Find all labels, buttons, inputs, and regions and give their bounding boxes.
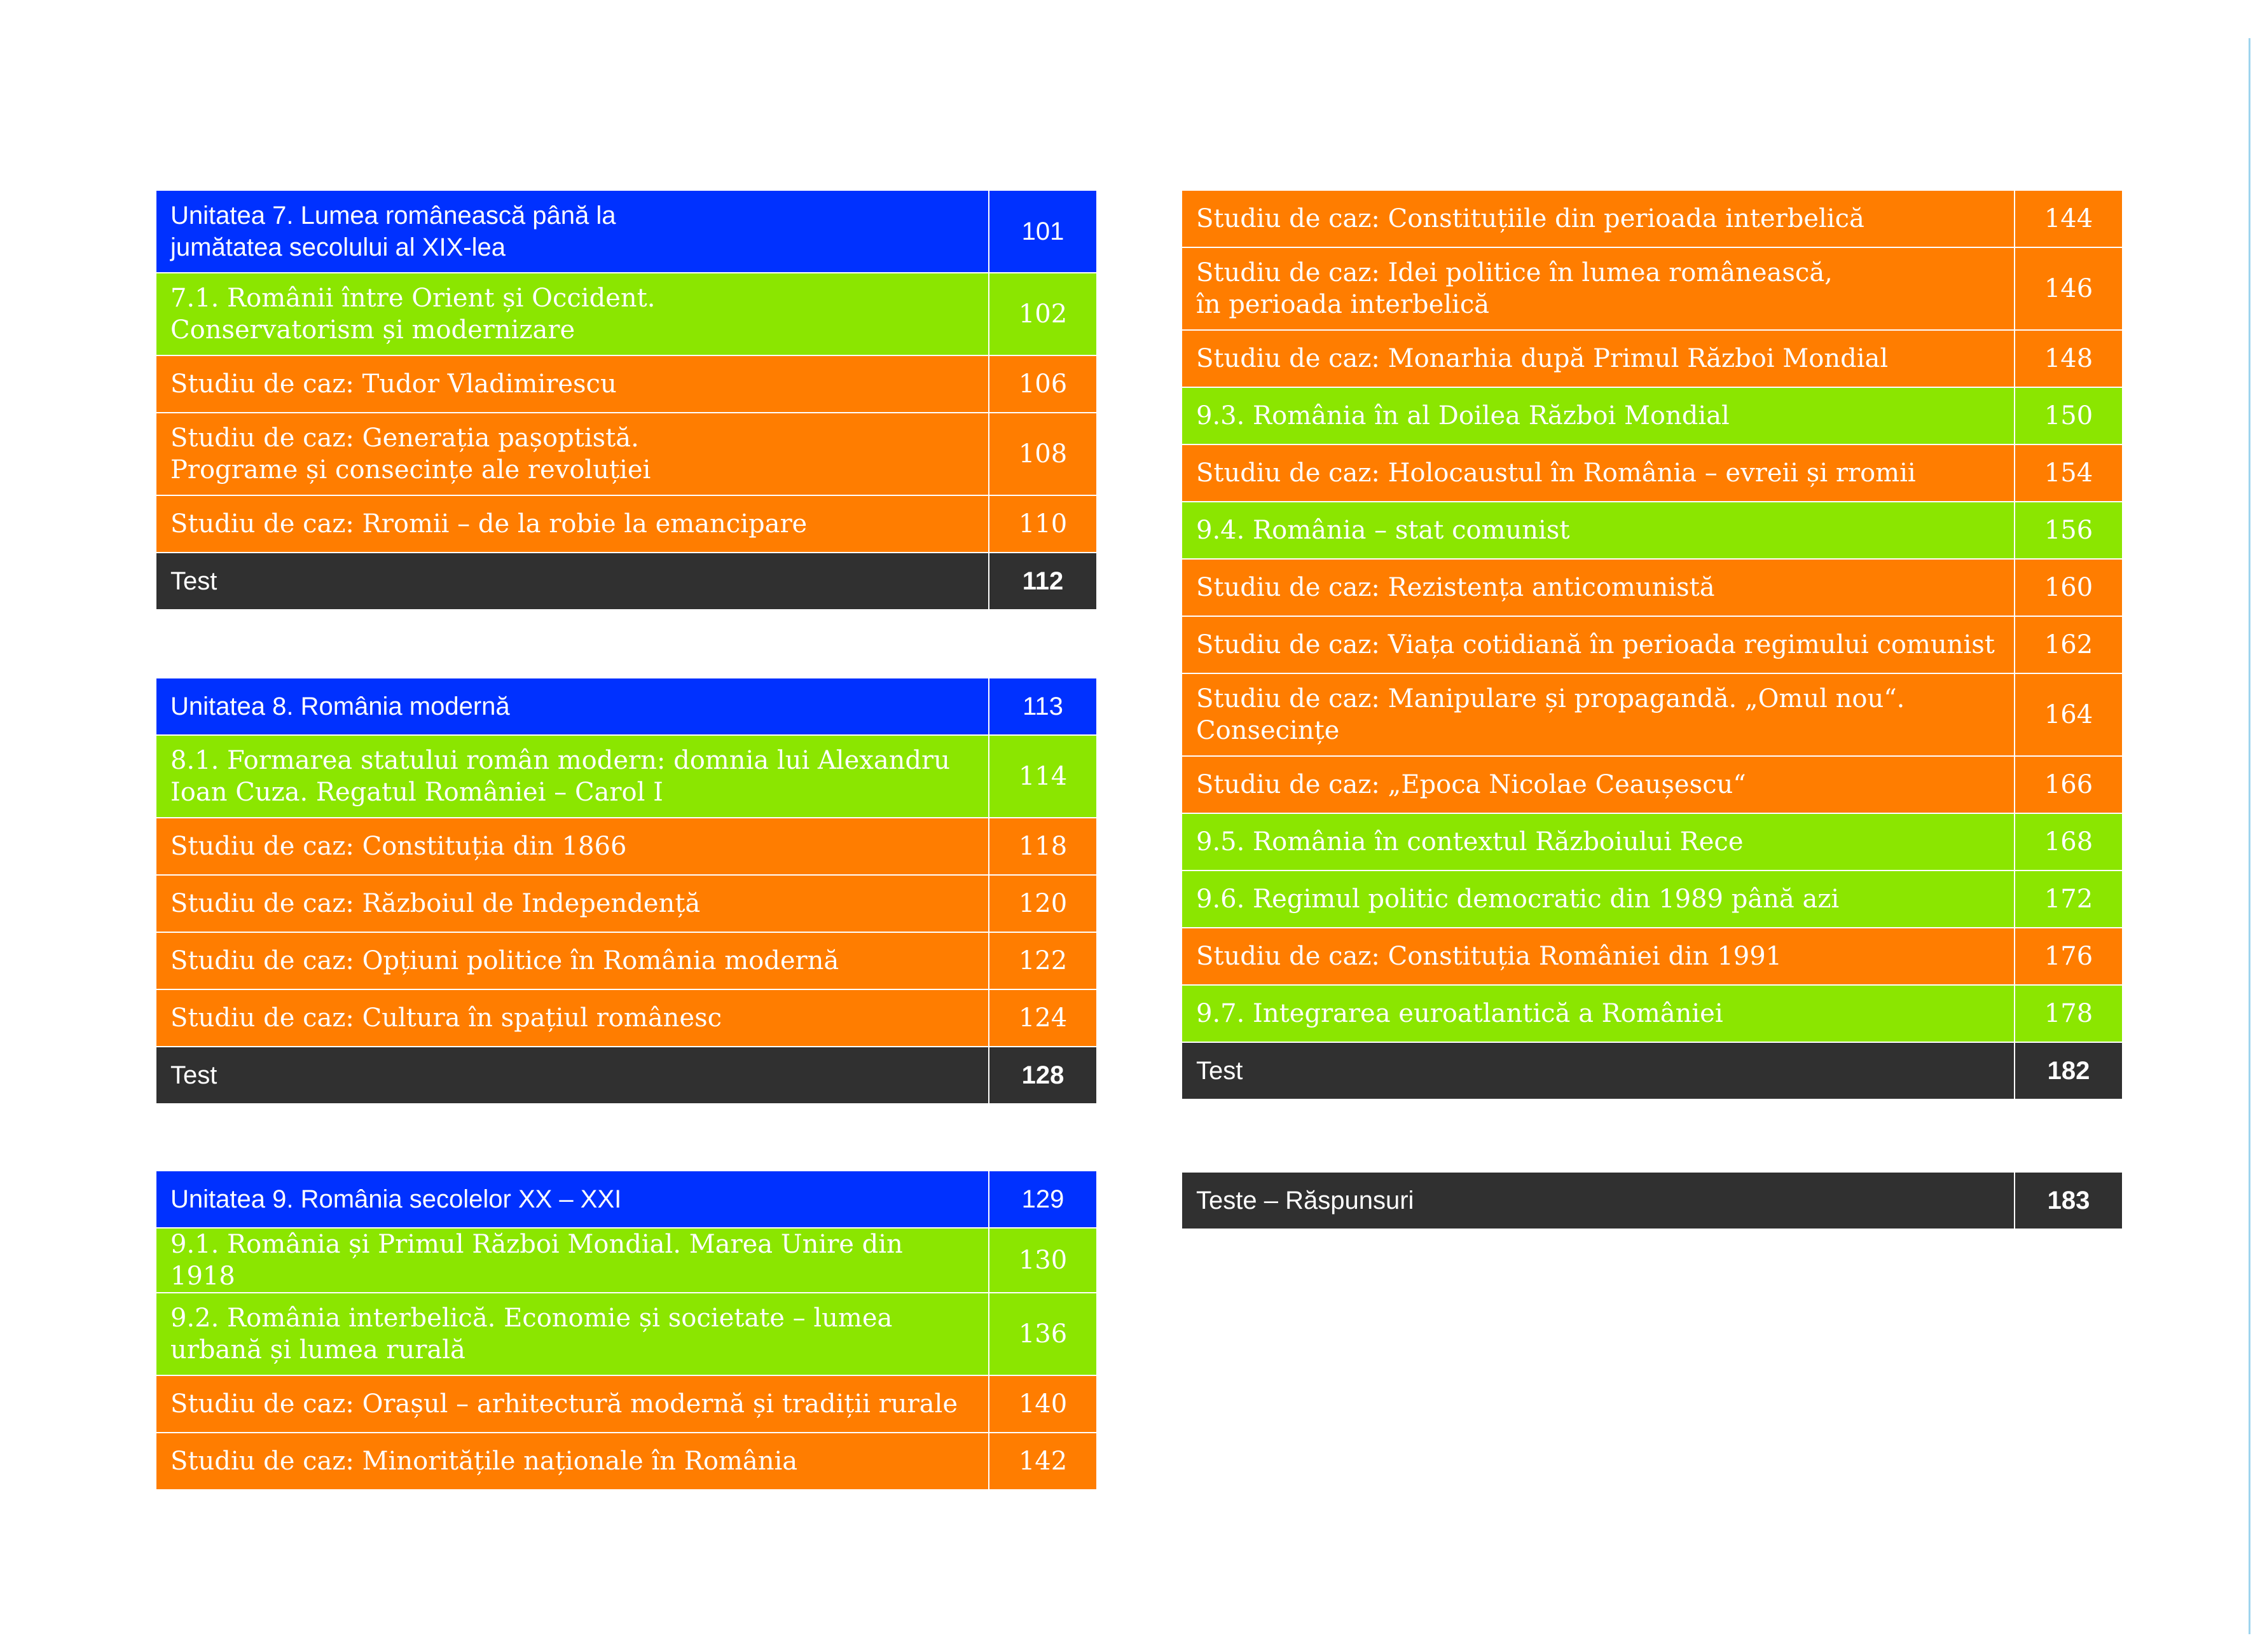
toc-row-case-study[interactable] xyxy=(1182,190,2123,247)
toc-row-title: Studiu de caz: Constituția din 1866 xyxy=(156,818,989,875)
toc-row-title: 8.1. Formarea statului român modern: domnia lui Alexandru Ioan Cuza. Regatul României – Carol I xyxy=(156,735,989,818)
toc-row-case-study[interactable] xyxy=(1182,330,2123,387)
toc-row-title: Unitatea 8. România modernă xyxy=(156,678,989,735)
toc-row-title: Studiu de caz: Constituția României din 1991 xyxy=(1182,928,2015,985)
toc-row-page: 156 xyxy=(2015,502,2123,559)
toc-row-case-study[interactable] xyxy=(1182,444,2123,502)
toc-row-test[interactable] xyxy=(156,1047,1097,1104)
toc-row-title: Studiu de caz: Constituțiile din perioada interbelică xyxy=(1182,190,2015,247)
toc-row-title: Studiu de caz: Viața cotidiană în perioada regimului comunist xyxy=(1182,616,2015,673)
toc-row-page: 142 xyxy=(989,1433,1097,1490)
toc-row-page: 150 xyxy=(2015,387,2123,444)
toc-row-title: Teste – Răspunsuri xyxy=(1182,1172,2015,1229)
toc-row-title: 9.3. România în al Doilea Război Mondial xyxy=(1182,387,2015,444)
toc-row-case-study[interactable] xyxy=(156,932,1097,989)
toc-row-title: Studiu de caz: Orașul – arhitectură modernă și tradiții rurale xyxy=(156,1375,989,1433)
toc-row-title: Studiu de caz: Războiul de Independență xyxy=(156,875,989,932)
page-edge-rule xyxy=(2249,38,2250,1634)
toc-row-title: 9.4. România – stat comunist xyxy=(1182,502,2015,559)
toc-row-lesson[interactable] xyxy=(156,1228,1097,1293)
toc-row-lesson[interactable] xyxy=(156,273,1097,355)
toc-row-case-study[interactable] xyxy=(156,989,1097,1047)
toc-row-title: Studiu de caz: Rromii – de la robie la emancipare xyxy=(156,495,989,553)
toc-row-title: Studiu de caz: Minoritățile naționale în România xyxy=(156,1433,989,1490)
toc-row-title: Test xyxy=(1182,1042,2015,1099)
toc-row-answers[interactable] xyxy=(1182,1172,2123,1229)
toc-row-page: 148 xyxy=(2015,330,2123,387)
toc-row-page: 166 xyxy=(2015,756,2123,813)
toc-row-lesson[interactable] xyxy=(156,735,1097,818)
toc-row-title: Studiu de caz: Generația pașoptistă. Programe și consecințe ale revoluției xyxy=(156,413,989,495)
toc-row-title: Studiu de caz: Holocaustul în România – evreii și rromii xyxy=(1182,444,2015,502)
toc-row-page: 144 xyxy=(2015,190,2123,247)
toc-row-title: 9.6. Regimul politic democratic din 1989 până azi xyxy=(1182,871,2015,928)
toc-row-page: 130 xyxy=(989,1228,1097,1293)
toc-row-case-study[interactable] xyxy=(1182,756,2123,813)
toc-row-case-study[interactable] xyxy=(1182,247,2123,330)
toc-table-answers xyxy=(1181,1171,2123,1230)
toc-row-title: Unitatea 9. România secolelor XX – XXI xyxy=(156,1171,989,1228)
toc-row-lesson[interactable] xyxy=(1182,502,2123,559)
toc-row-lesson[interactable] xyxy=(156,1293,1097,1375)
toc-row-page: 118 xyxy=(989,818,1097,875)
toc-row-case-study[interactable] xyxy=(1182,928,2123,985)
toc-row-page: 106 xyxy=(989,355,1097,413)
toc-row-lesson[interactable] xyxy=(1182,871,2123,928)
toc-row-page: 162 xyxy=(2015,616,2123,673)
toc-row-title: Studiu de caz: Opțiuni politice în România modernă xyxy=(156,932,989,989)
toc-row-title: Unitatea 7. Lumea românească până la jumătatea secolului al XIX-lea xyxy=(156,190,989,273)
toc-row-page: 110 xyxy=(989,495,1097,553)
toc-row-title: 7.1. Românii între Orient și Occident. Conservatorism și modernizare xyxy=(156,273,989,355)
toc-row-page: 164 xyxy=(2015,673,2123,756)
toc-row-page: 114 xyxy=(989,735,1097,818)
toc-row-page: 113 xyxy=(989,678,1097,735)
toc-row-unit[interactable] xyxy=(156,1171,1097,1228)
toc-row-case-study[interactable] xyxy=(156,875,1097,932)
toc-row-title: Studiu de caz: Idei politice în lumea românească, în perioada interbelică xyxy=(1182,247,2015,330)
toc-row-page: 102 xyxy=(989,273,1097,355)
toc-row-case-study[interactable] xyxy=(156,1375,1097,1433)
toc-row-page: 146 xyxy=(2015,247,2123,330)
toc-row-case-study[interactable] xyxy=(156,818,1097,875)
toc-row-case-study[interactable] xyxy=(156,355,1097,413)
toc-row-page: 101 xyxy=(989,190,1097,273)
toc-row-case-study[interactable] xyxy=(1182,673,2123,756)
toc-row-case-study[interactable] xyxy=(156,1433,1097,1490)
toc-row-case-study[interactable] xyxy=(1182,559,2123,616)
toc-row-title: Studiu de caz: Tudor Vladimirescu xyxy=(156,355,989,413)
toc-row-page: 168 xyxy=(2015,813,2123,871)
toc-row-title: Test xyxy=(156,553,989,610)
toc-row-title: Test xyxy=(156,1047,989,1104)
toc-row-page: 122 xyxy=(989,932,1097,989)
toc-row-title: Studiu de caz: Manipulare și propagandă. „Omul nou“. Consecințe xyxy=(1182,673,2015,756)
toc-row-page: 128 xyxy=(989,1047,1097,1104)
toc-row-case-study[interactable] xyxy=(1182,616,2123,673)
toc-row-test[interactable] xyxy=(156,553,1097,610)
toc-row-page: 129 xyxy=(989,1171,1097,1228)
toc-row-page: 112 xyxy=(989,553,1097,610)
toc-row-title: Studiu de caz: Cultura în spațiul românesc xyxy=(156,989,989,1047)
toc-row-title: 9.2. România interbelică. Economie și societate – lumea urbană și lumea rurală xyxy=(156,1293,989,1375)
toc-row-page: 136 xyxy=(989,1293,1097,1375)
toc-row-test[interactable] xyxy=(1182,1042,2123,1099)
toc-row-unit[interactable] xyxy=(156,190,1097,273)
toc-row-title: Studiu de caz: Monarhia după Primul Război Mondial xyxy=(1182,330,2015,387)
toc-row-page: 108 xyxy=(989,413,1097,495)
toc-row-page: 172 xyxy=(2015,871,2123,928)
toc-row-page: 140 xyxy=(989,1375,1097,1433)
toc-row-page: 120 xyxy=(989,875,1097,932)
toc-row-page: 160 xyxy=(2015,559,2123,616)
toc-row-title: 9.1. România și Primul Război Mondial. Marea Unire din 1918 xyxy=(156,1228,989,1293)
toc-row-lesson[interactable] xyxy=(1182,813,2123,871)
toc-row-title: Studiu de caz: Rezistența anticomunistă xyxy=(1182,559,2015,616)
toc-row-title: Studiu de caz: „Epoca Nicolae Ceaușescu“ xyxy=(1182,756,2015,813)
toc-row-title: 9.7. Integrarea euroatlantică a României xyxy=(1182,985,2015,1042)
toc-row-page: 182 xyxy=(2015,1042,2123,1099)
toc-row-page: 124 xyxy=(989,989,1097,1047)
toc-row-case-study[interactable] xyxy=(156,495,1097,553)
toc-row-lesson[interactable] xyxy=(1182,387,2123,444)
toc-row-case-study[interactable] xyxy=(156,413,1097,495)
toc-table-unit-8 xyxy=(155,677,1098,1105)
toc-table-unit-9-continued xyxy=(1181,189,2123,1100)
toc-row-page: 183 xyxy=(2015,1172,2123,1229)
toc-row-page: 154 xyxy=(2015,444,2123,502)
toc-row-title: 9.5. România în contextul Războiului Rece xyxy=(1182,813,2015,871)
toc-row-lesson[interactable] xyxy=(1182,985,2123,1042)
toc-row-unit[interactable] xyxy=(156,678,1097,735)
toc-row-page: 176 xyxy=(2015,928,2123,985)
toc-table-unit-7 xyxy=(155,189,1098,610)
toc-table-unit-9 xyxy=(155,1170,1098,1490)
toc-row-page: 178 xyxy=(2015,985,2123,1042)
